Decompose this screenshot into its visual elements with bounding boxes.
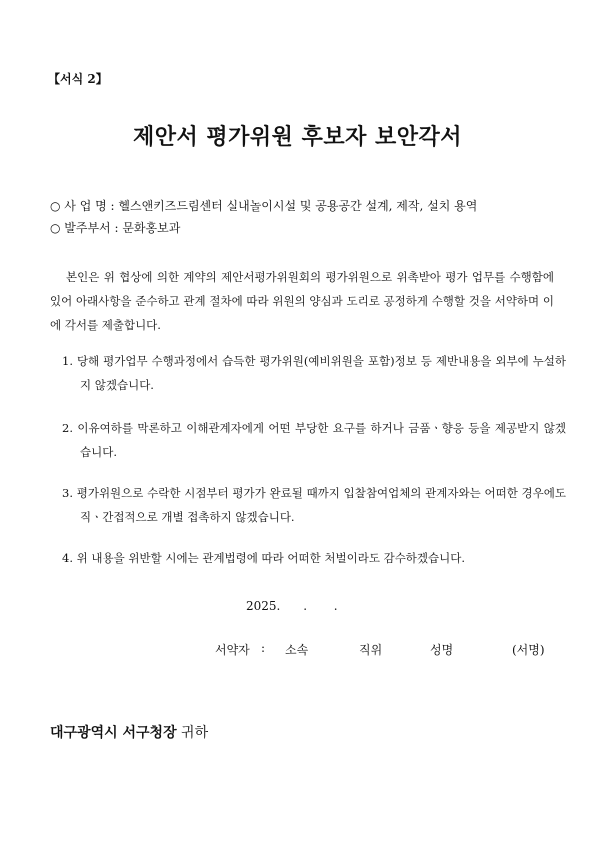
department-label: ○ 발주부서 : <box>50 221 119 235</box>
department-row <box>50 220 180 236</box>
pledge-item-2: 2. 이유여하를 막론하고 이해관계자에게 어떤 부당한 요구를 하거나 금품ㆍ향응 등을 제공받지 않겠습니다. <box>62 421 566 459</box>
signature-label: (서명) <box>512 643 545 657</box>
pledge-intro-paragraph: 본인은 위 협상에 의한 계약의 제안서평가위원회의 평가위원으로 위촉받아 평가 업무를 수행함에 있어 아래사항을 준수하고 관계 절차에 따라 위원의 양심과 도리로 공정하게 수행할 것을 서약하며 이에 각서를 제출합니다. <box>50 270 554 332</box>
addressee-suffix: 귀하 <box>176 725 209 741</box>
pledger-colon: : <box>261 641 266 655</box>
addressee-line <box>50 722 208 742</box>
project-name-value: 헬스앤키즈드림센터 실내놀이시설 및 공용공간 설계, 제작, 설치 용역 <box>118 199 478 213</box>
pledge-item-3: 3. 평가위원으로 수락한 시점부터 평가가 완료될 때까지 입찰참여업체의 관계자와는 어떠한 경우에도 직ㆍ간접적으로 개별 접촉하지 않겠습니다. <box>62 486 566 524</box>
pledge-date: 2025. . . <box>246 599 338 613</box>
department-value: 문화홍보과 <box>122 221 181 235</box>
affiliation-label: 소속 <box>285 643 309 657</box>
pledge-item-4: 4. 위 내용을 위반할 시에는 관계법령에 따라 어떠한 처벌이라도 감수하겠습니다. <box>62 551 466 565</box>
name-label: 성명 <box>430 643 454 657</box>
document-title: 제안서 평가위원 후보자 보안각서 <box>132 125 462 150</box>
pledger-label: 서약자 <box>215 643 250 657</box>
position-label: 직위 <box>359 643 383 657</box>
project-name-row <box>50 198 477 214</box>
pledge-item-1: 1. 당해 평가업무 수행과정에서 습득한 평가위원(예비위원을 포함)정보 등 제반내용을 외부에 누설하지 않겠습니다. <box>62 354 566 392</box>
addressee-recipient: 대구광역시 서구청장 <box>50 725 177 741</box>
project-name-label: ○ 사 업 명 : <box>50 199 115 213</box>
form-number-label: 【서식 2】 <box>48 72 108 86</box>
